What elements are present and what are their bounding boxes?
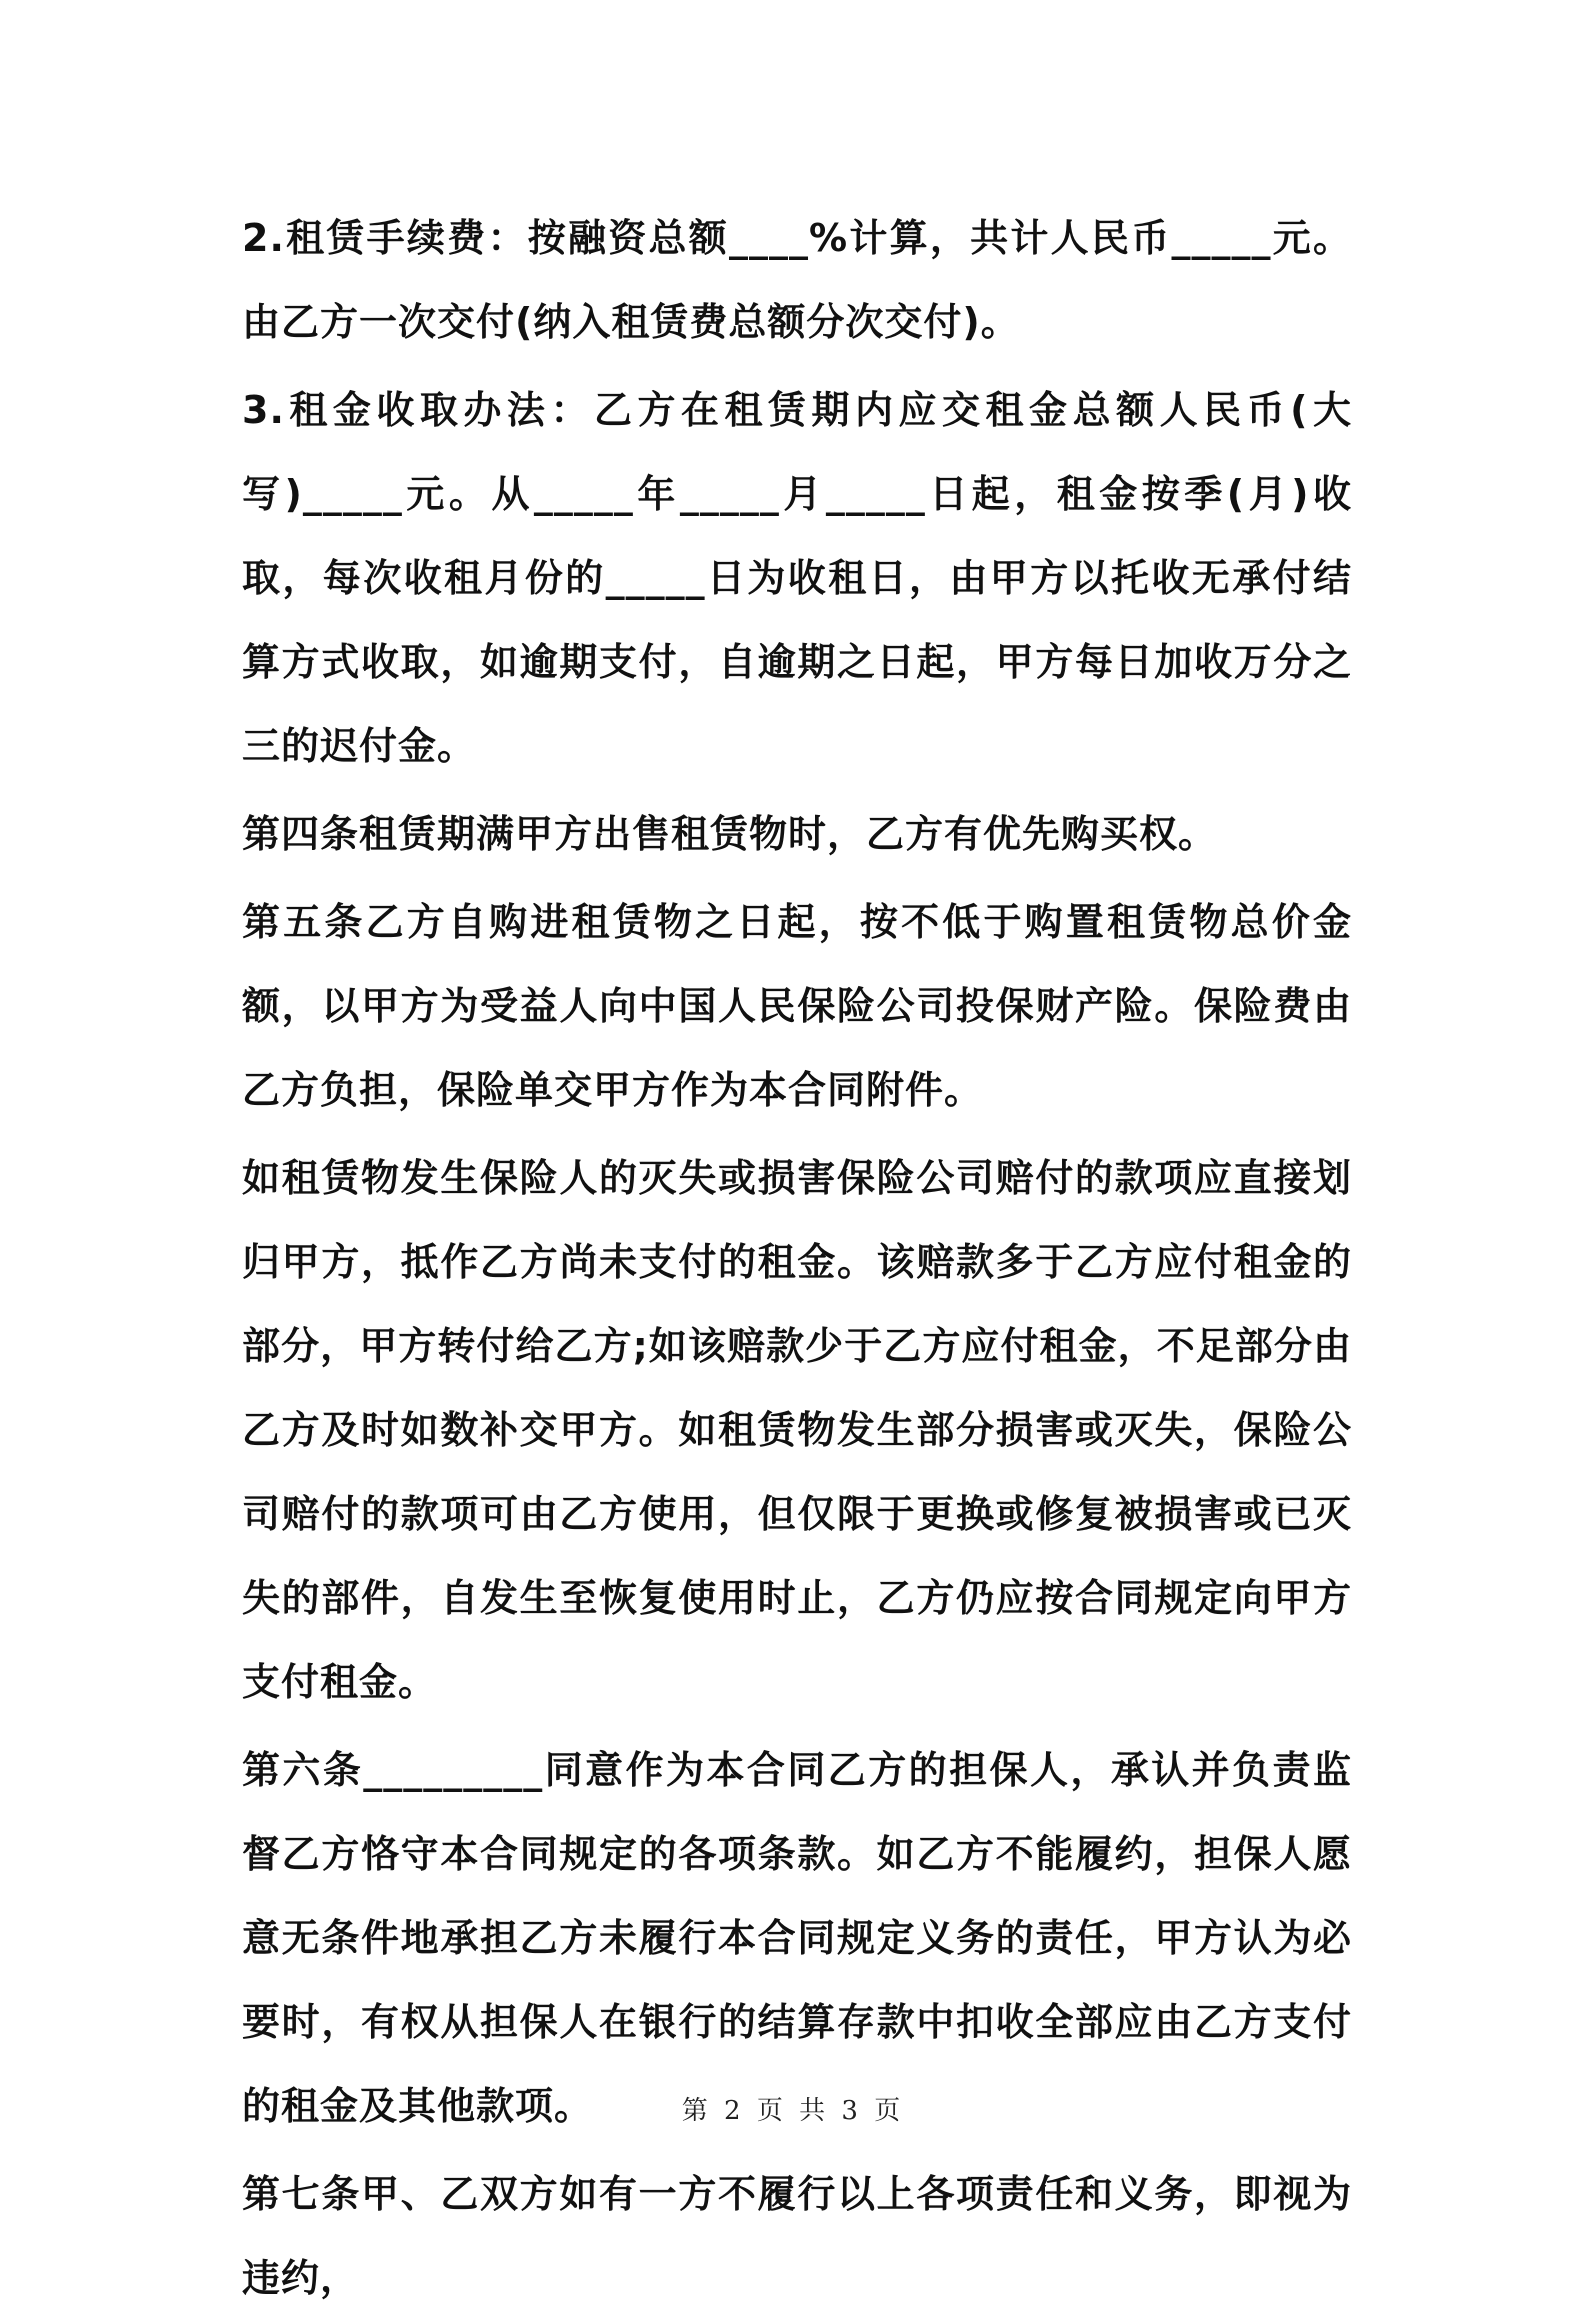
document-body [242, 196, 1352, 2324]
paragraph-insurance-claims: 如租赁物发生保险人的灭失或损害保险公司赔付的款项应直接划归甲方，抵作乙方尚未支付的租金。该赔款多于乙方应付租金的部分，甲方转付给乙方;如该赔款少于乙方应付租金，不足部分由乙方及时如数补交甲方。如租赁物发生部分损害或灭失，保险公司赔付的款项可由乙方使用，但仅限于更换或修复被损害或已灭失的部件，自发生至恢复使用时止，乙方仍应按合同规定向甲方支付租金。 [242, 1156, 1352, 1704]
paragraph-article-6: 第六条_________同意作为本合同乙方的担保人，承认并负责监督乙方恪守本合同规定的各项条款。如乙方不能履约，担保人愿意无条件地承担乙方未履行本合同规定义务的责任，甲方认为必要时，有权从担保人在银行的结算存款中扣收全部应由乙方支付的租金及其他款项。 [242, 1748, 1352, 2128]
paragraph-article-7: 第七条甲、乙双方如有一方不履行以上各项责任和义务，即视为违约， [242, 2172, 1352, 2300]
paragraph-article-4: 第四条租赁期满甲方出售租赁物时，乙方有优先购买权。 [242, 812, 1218, 856]
paragraph-fee: 2.租赁手续费：按融资总额____%计算，共计人民币_____元。由乙方一次交付(纳入租赁费总额分次交付)。 [242, 216, 1352, 344]
paragraph-rent-collection: 3.租金收取办法：乙方在租赁期内应交租金总额人民币(大写)_____元。从_____年_____月_____日起，租金按季(月)收取，每次收租月份的_____日为收租日，由甲方以托收无承付结算方式收取，如逾期支付，自逾期之日起，甲方每日加收万分之三的迟付金。 [242, 388, 1352, 768]
paragraph-article-5: 第五条乙方自购进租赁物之日起，按不低于购置租赁物总价金额，以甲方为受益人向中国人民保险公司投保财产险。保险费由乙方负担，保险单交甲方作为本合同附件。 [242, 900, 1352, 1112]
page-number-footer: 第 2 页 共 3 页 [681, 2096, 905, 2126]
